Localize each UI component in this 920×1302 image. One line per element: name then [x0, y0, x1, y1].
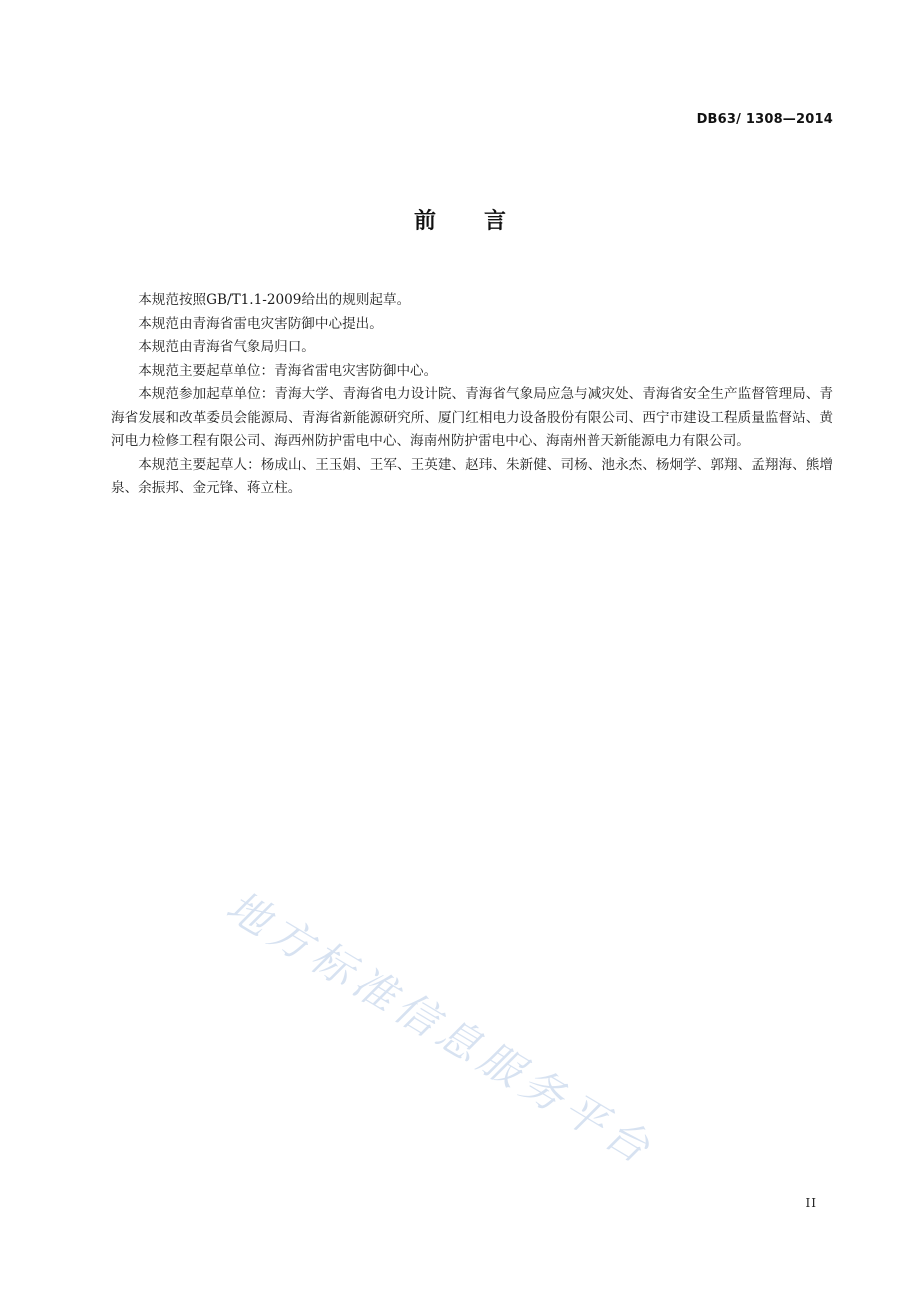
paragraph-proposed-by: 本规范由青海省雷电灾害防御中心提出。 — [138, 315, 383, 332]
document-code: DB63/ 1308—2014 — [696, 112, 833, 127]
title-char-1: 前 — [413, 209, 436, 234]
paragraph-drafting-rules: 本规范按照GB/T1.1-2009给出的规则起草。 — [138, 292, 411, 308]
page-title — [0, 204, 920, 235]
watermark: 地方标准信息服务平台 — [218, 881, 664, 1176]
title-char-2: 言 — [484, 209, 507, 234]
paragraph-main-drafters: 本规范主要起草人：杨成山、王玉娟、王军、王英建、赵玮、朱新健、司杨、池永杰、杨炯学、郭翔、孟翔海、熊增泉、余振邦、金元锋、蒋立柱。 — [111, 456, 833, 496]
paragraph-administered-by: 本规范由青海省气象局归口。 — [138, 339, 315, 355]
page-number: II — [805, 1196, 817, 1210]
foreword-body — [111, 289, 833, 501]
paragraph-participating-units: 本规范参加起草单位：青海大学、青海省电力设计院、青海省气象局应急与减灾处、青海省安全生产监督管理局、青海省发展和改革委员会能源局、青海省新能源研究所、厦门红相电力设备股份有限公司、西宁市建设工程质量监督站、黄河电力检修工程有限公司、海西州防护雷电中心、海南州防护雷电中心、海南州普天新能源电力有限公司。 — [111, 386, 833, 449]
paragraph-main-drafting-unit: 本规范主要起草单位：青海省雷电灾害防御中心。 — [138, 362, 438, 379]
